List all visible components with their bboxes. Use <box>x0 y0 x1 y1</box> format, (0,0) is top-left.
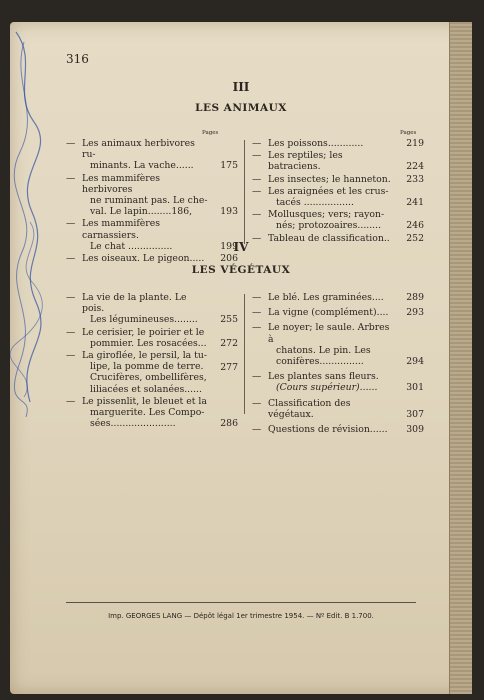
entry-dash: — <box>66 253 76 265</box>
entry-page: 224 <box>406 161 424 173</box>
entry-page: 193 <box>220 206 238 218</box>
entry-line: Le pissenlit, le bleuet et la <box>82 395 207 407</box>
vegetaux-right-column <box>252 292 424 436</box>
entry-page: 293 <box>406 307 424 319</box>
entry-page: 233 <box>406 173 424 185</box>
entry-line: Les araignées et les crus- <box>268 185 389 197</box>
section-title-vegetaux: LES VÉGÉTAUX <box>191 264 291 276</box>
entry-line: Les animaux herbivores ru- <box>82 138 195 161</box>
entry-line: La vigne (complément).... <box>268 307 389 319</box>
toc-entry <box>252 371 424 393</box>
toc-entry <box>66 292 238 326</box>
entry-line: Le chat ............... <box>90 240 173 252</box>
entry-line: Questions de révision...... <box>268 424 388 436</box>
entry-line: lipe, la pomme de terre. <box>90 361 204 373</box>
toc-entry <box>252 174 424 185</box>
entry-page: 199 <box>220 240 238 252</box>
entry-dash: — <box>252 185 262 197</box>
entry-page: 241 <box>406 197 424 209</box>
entry-dash: — <box>252 209 262 221</box>
toc-entry <box>252 209 424 231</box>
entry-line: La giroflée, le persil, la tu- <box>82 350 208 362</box>
entry-page: 294 <box>406 356 424 368</box>
pages-label-left: Pages <box>202 130 219 136</box>
entry-line: ne ruminant pas. Le che- <box>90 195 208 207</box>
entry-dash: — <box>252 371 262 383</box>
entry-dash: — <box>252 292 262 303</box>
book-spine <box>449 22 472 694</box>
pages-label-right: Pages <box>400 130 417 136</box>
toc-entry <box>66 396 238 430</box>
entry-line: marguerite. Les Compo- <box>90 407 205 419</box>
toc-entry <box>66 327 238 349</box>
book-page <box>10 22 472 694</box>
entry-line: La vie de la plante. Le pois. <box>82 292 187 315</box>
toc-entry <box>66 138 238 172</box>
entry-line: Classification des végétaux. <box>268 397 351 420</box>
entry-line: Crucifères, ombellifères, <box>90 372 207 384</box>
entry-line: val. Le lapin........186, <box>90 206 193 218</box>
toc-entry <box>66 253 238 264</box>
entry-line: Le noyer; le saule. Arbres à <box>268 322 390 345</box>
entry-dash: — <box>252 232 262 244</box>
entry-dash: — <box>66 292 76 303</box>
section-number-iv: IV <box>233 240 249 254</box>
toc-entry <box>66 350 238 395</box>
entry-line: Tableau de classification.. <box>268 232 390 244</box>
toc-entry <box>252 292 424 303</box>
entry-line: liliacées et solanées...... <box>90 383 202 395</box>
entry-line: Les légumineuses........ <box>90 314 198 326</box>
entry-line: pommier. Les rosacées... <box>90 337 207 349</box>
entry-line: Le cerisier, le poirier et le <box>82 326 205 338</box>
toc-entry <box>66 173 238 218</box>
entry-dash: — <box>66 350 76 362</box>
entry-line: chatons. Le pin. Les <box>276 344 371 356</box>
entry-line: conifères............... <box>276 356 364 368</box>
entry-page: 272 <box>220 337 238 349</box>
entry-page: 252 <box>406 232 424 244</box>
entry-page: 289 <box>406 292 424 303</box>
footer-rule <box>66 602 416 603</box>
entry-page: 307 <box>406 408 424 420</box>
entry-line: Les plantes sans fleurs. <box>268 371 379 383</box>
entry-page: 246 <box>406 220 424 232</box>
entry-dash: — <box>66 172 76 184</box>
entry-dash: — <box>252 173 262 185</box>
entry-dash: — <box>66 218 76 230</box>
entry-page: 255 <box>220 314 238 326</box>
entry-page: 301 <box>406 382 424 394</box>
entry-dash: — <box>252 424 262 436</box>
toc-entry <box>252 424 424 435</box>
entry-page: 277 <box>220 361 238 373</box>
toc-entry <box>252 322 424 367</box>
entry-dash: — <box>252 397 262 409</box>
entry-line: minants. La vache...... <box>90 160 194 172</box>
entry-page: 175 <box>220 160 238 172</box>
entry-line: Les insectes; le hanneton. <box>268 173 391 185</box>
entry-line: Mollusques; vers; rayon- <box>268 209 385 221</box>
entry-page: 286 <box>220 418 238 430</box>
entry-dash: — <box>252 150 262 162</box>
entry-dash: — <box>252 322 262 334</box>
vegetaux-left-column <box>66 292 238 430</box>
entry-page: 219 <box>406 138 424 149</box>
entry-line: (Cours supérieur)...... <box>276 382 378 394</box>
animaux-right-column <box>252 138 424 245</box>
entry-dash: — <box>66 326 76 338</box>
section-title-animaux: LES ANIMAUX <box>195 102 287 114</box>
entry-line: Les reptiles; les batraciens. <box>268 150 343 173</box>
column-divider <box>244 140 245 244</box>
entry-page: 309 <box>406 424 424 436</box>
toc-entry <box>252 307 424 318</box>
column-divider <box>244 294 245 414</box>
section-number-iii: III <box>232 80 250 94</box>
entry-line: nés; protozoaires........ <box>276 220 382 232</box>
entry-line: sées...................... <box>90 418 176 430</box>
page-number: 316 <box>66 52 89 66</box>
entry-line: Le blé. Les graminées.... <box>268 292 384 303</box>
printer-footer: Imp. GEORGES LANG — Dépôt légal 1er trimestre 1954. — Nº Edit. B 1.700. <box>108 612 374 620</box>
toc-entry <box>252 150 424 172</box>
entry-dash: — <box>252 307 262 319</box>
entry-line: Les oiseaux. Le pigeon..... <box>82 253 205 265</box>
entry-line: Les poissons............ <box>268 138 364 149</box>
toc-entry <box>252 186 424 208</box>
entry-dash: — <box>66 395 76 407</box>
entry-page: 206 <box>220 253 238 265</box>
toc-entry <box>252 398 424 420</box>
entry-dash: — <box>66 138 76 149</box>
entry-line: Les mammifères herbivores <box>82 172 161 195</box>
entry-line: Les mammifères carnassiers. <box>82 218 161 241</box>
toc-entry <box>252 138 424 149</box>
entry-line: tacés ................. <box>276 197 354 209</box>
entry-dash: — <box>252 138 262 149</box>
